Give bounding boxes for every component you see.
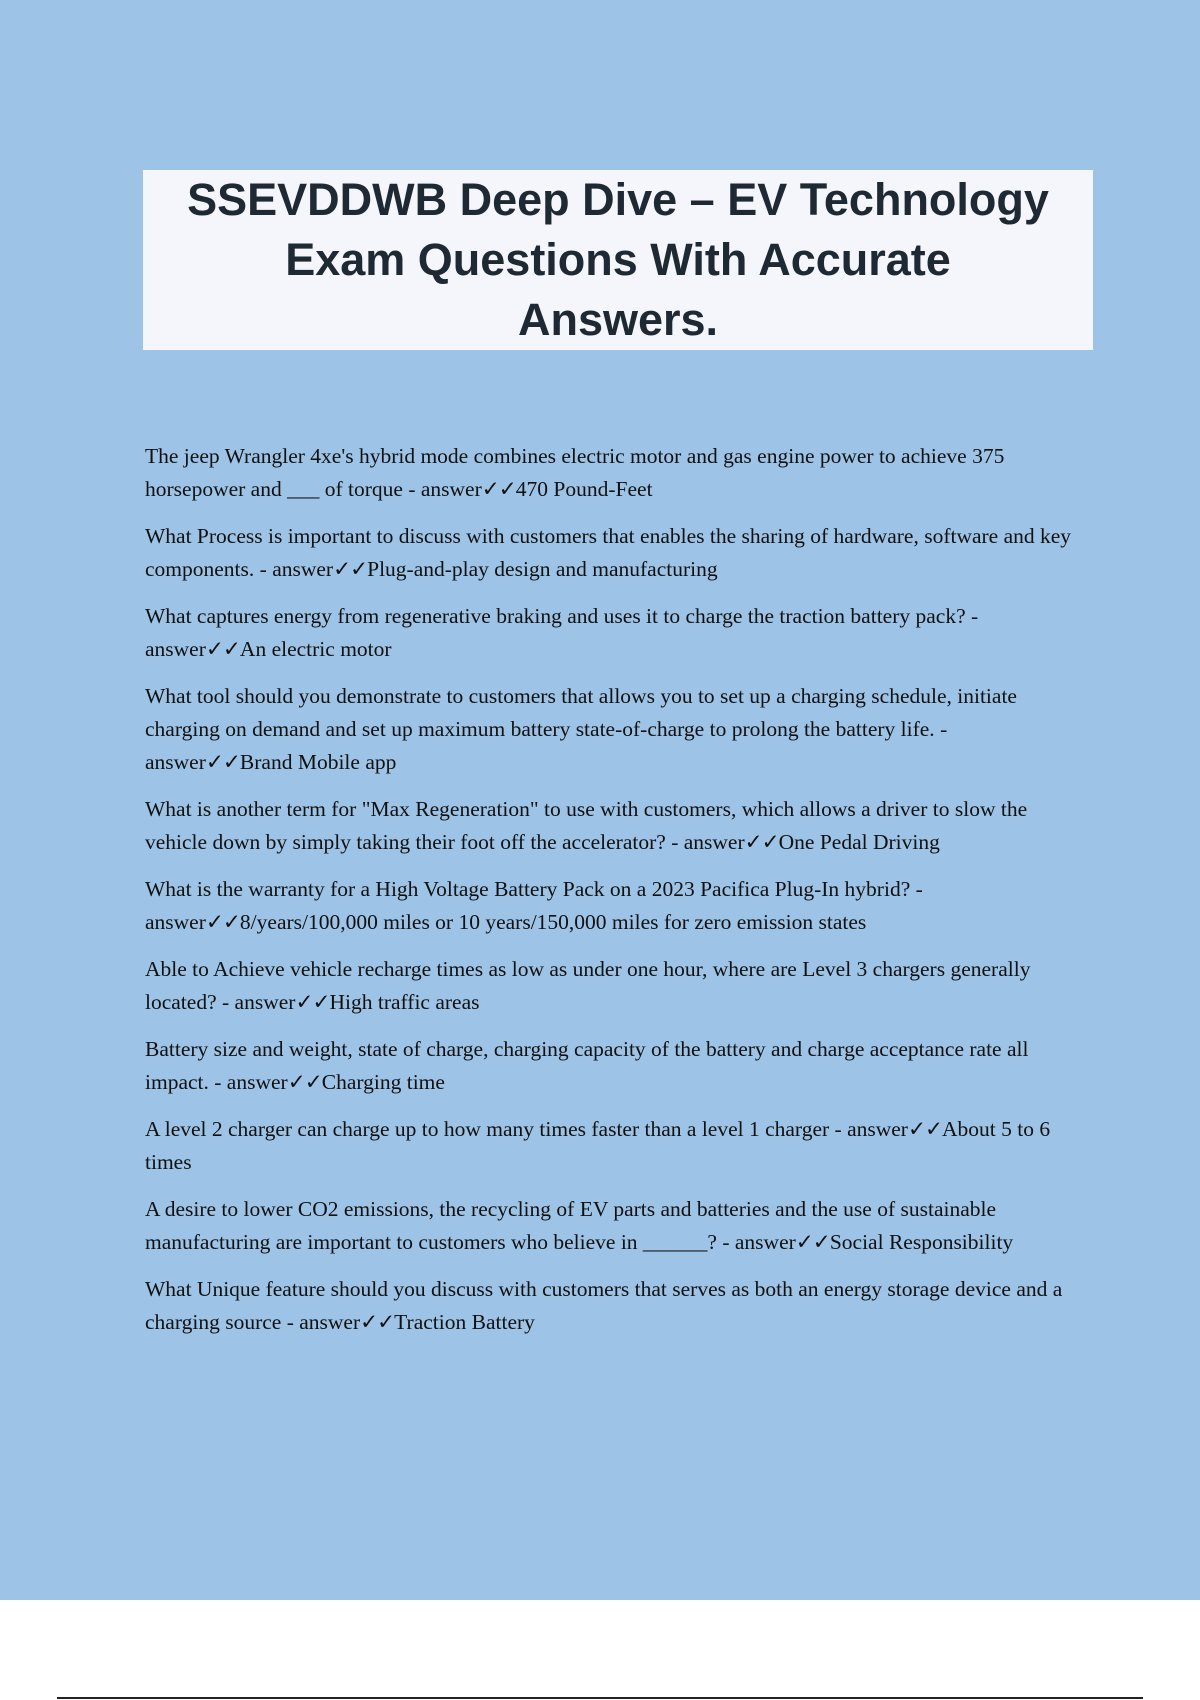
answer-text: Social Responsibility bbox=[829, 1230, 1014, 1254]
question-text: Able to Achieve vehicle recharge times as low as under one hour, where are Level 3 chargers generally located? bbox=[145, 957, 1031, 1014]
question-text: What captures energy from regenerative braking and uses it to charge the traction battery pack? bbox=[145, 604, 966, 628]
double-check-icon: ✓✓ bbox=[795, 1230, 830, 1254]
double-check-icon: ✓✓ bbox=[287, 1070, 322, 1094]
answer-text: About 5 to 6 times bbox=[145, 1117, 1051, 1174]
answer-text: Plug-and-play design and manufacturing bbox=[367, 557, 718, 581]
double-check-icon: ✓✓ bbox=[205, 910, 240, 934]
question-text: What Unique feature should you discuss with customers that serves as both an energy storage device and a charging source bbox=[145, 1277, 1063, 1334]
double-check-icon: ✓✓ bbox=[205, 750, 240, 774]
answer-separator: - answer bbox=[216, 990, 296, 1014]
qa-item bbox=[145, 1273, 1085, 1339]
answer-separator: - answer bbox=[145, 717, 948, 774]
answer-separator: - answer bbox=[829, 1117, 908, 1141]
question-text: Battery size and weight, state of charge, charging capacity of the battery and charge acceptance rate all impact. bbox=[145, 1037, 1029, 1094]
answer-text: Charging time bbox=[321, 1070, 445, 1094]
double-check-icon: ✓✓ bbox=[295, 990, 330, 1014]
qa-item bbox=[145, 953, 1085, 1019]
qa-item bbox=[145, 600, 1085, 666]
question-text: The jeep Wrangler 4xe's hybrid mode combines electric motor and gas engine power to achieve 375 horsepower and ___ of torque bbox=[145, 444, 1005, 501]
qa-item bbox=[145, 793, 1085, 859]
qa-item bbox=[145, 1113, 1085, 1179]
answer-separator: - answer bbox=[665, 830, 745, 854]
question-text: A level 2 charger can charge up to how many times faster than a level 1 charger bbox=[145, 1117, 830, 1141]
answer-separator: - answer bbox=[281, 1310, 361, 1334]
qa-item bbox=[145, 873, 1085, 939]
double-check-icon: ✓✓ bbox=[744, 830, 779, 854]
question-text: What is the warranty for a High Voltage Battery Pack on a 2023 Pacifica Plug-In hybrid? bbox=[145, 877, 911, 901]
question-text: A desire to lower CO2 emissions, the recycling of EV parts and batteries and the use of sustainable manufacturing are important to customers who believe in ______? bbox=[145, 1197, 997, 1254]
qa-item bbox=[145, 1193, 1085, 1259]
footer-divider bbox=[57, 1697, 1143, 1699]
answer-text: Traction Battery bbox=[394, 1310, 535, 1334]
qa-item bbox=[145, 680, 1085, 779]
answer-separator: - answer bbox=[145, 604, 979, 661]
title-banner bbox=[143, 170, 1093, 350]
answer-separator: - answer bbox=[402, 477, 482, 501]
question-text: What Process is important to discuss with customers that enables the sharing of hardware, software and key components. bbox=[145, 524, 1072, 581]
document-title-line-3: Answers. bbox=[517, 294, 719, 345]
question-text: What tool should you demonstrate to customers that allows you to set up a charging schedule, initiate charging on demand and set up maximum battery state-of-charge to prolong the battery life. bbox=[145, 684, 1017, 741]
document-title-line-2: Exam Questions With Accurate bbox=[285, 234, 951, 285]
double-check-icon: ✓✓ bbox=[205, 637, 240, 661]
answer-text: High traffic areas bbox=[329, 990, 480, 1014]
qa-item bbox=[145, 520, 1085, 586]
double-check-icon: ✓✓ bbox=[360, 1310, 395, 1334]
answer-separator: - answer bbox=[716, 1230, 796, 1254]
document-title-line-1: SSEVDDWB Deep Dive – EV Technology bbox=[187, 174, 1049, 225]
answer-separator: - answer bbox=[145, 877, 923, 934]
double-check-icon: ✓✓ bbox=[481, 477, 516, 501]
answer-text: An electric motor bbox=[239, 637, 392, 661]
answer-text: One Pedal Driving bbox=[778, 830, 940, 854]
question-text: What is another term for "Max Regeneration" to use with customers, which allows a driver to slow the vehicle down by simply taking their foot off the accelerator? bbox=[145, 797, 1028, 854]
qa-item bbox=[145, 1033, 1085, 1099]
answer-separator: - answer bbox=[254, 557, 334, 581]
answer-text: 470 Pound-Feet bbox=[515, 477, 653, 501]
question-answer-list bbox=[145, 440, 1085, 1353]
qa-item bbox=[145, 440, 1085, 506]
answer-text: Brand Mobile app bbox=[239, 750, 397, 774]
double-check-icon: ✓✓ bbox=[907, 1117, 943, 1141]
double-check-icon: ✓✓ bbox=[333, 557, 368, 581]
answer-separator: - answer bbox=[208, 1070, 288, 1094]
answer-text: 8/years/100,000 miles or 10 years/150,000 miles for zero emission states bbox=[239, 910, 867, 934]
